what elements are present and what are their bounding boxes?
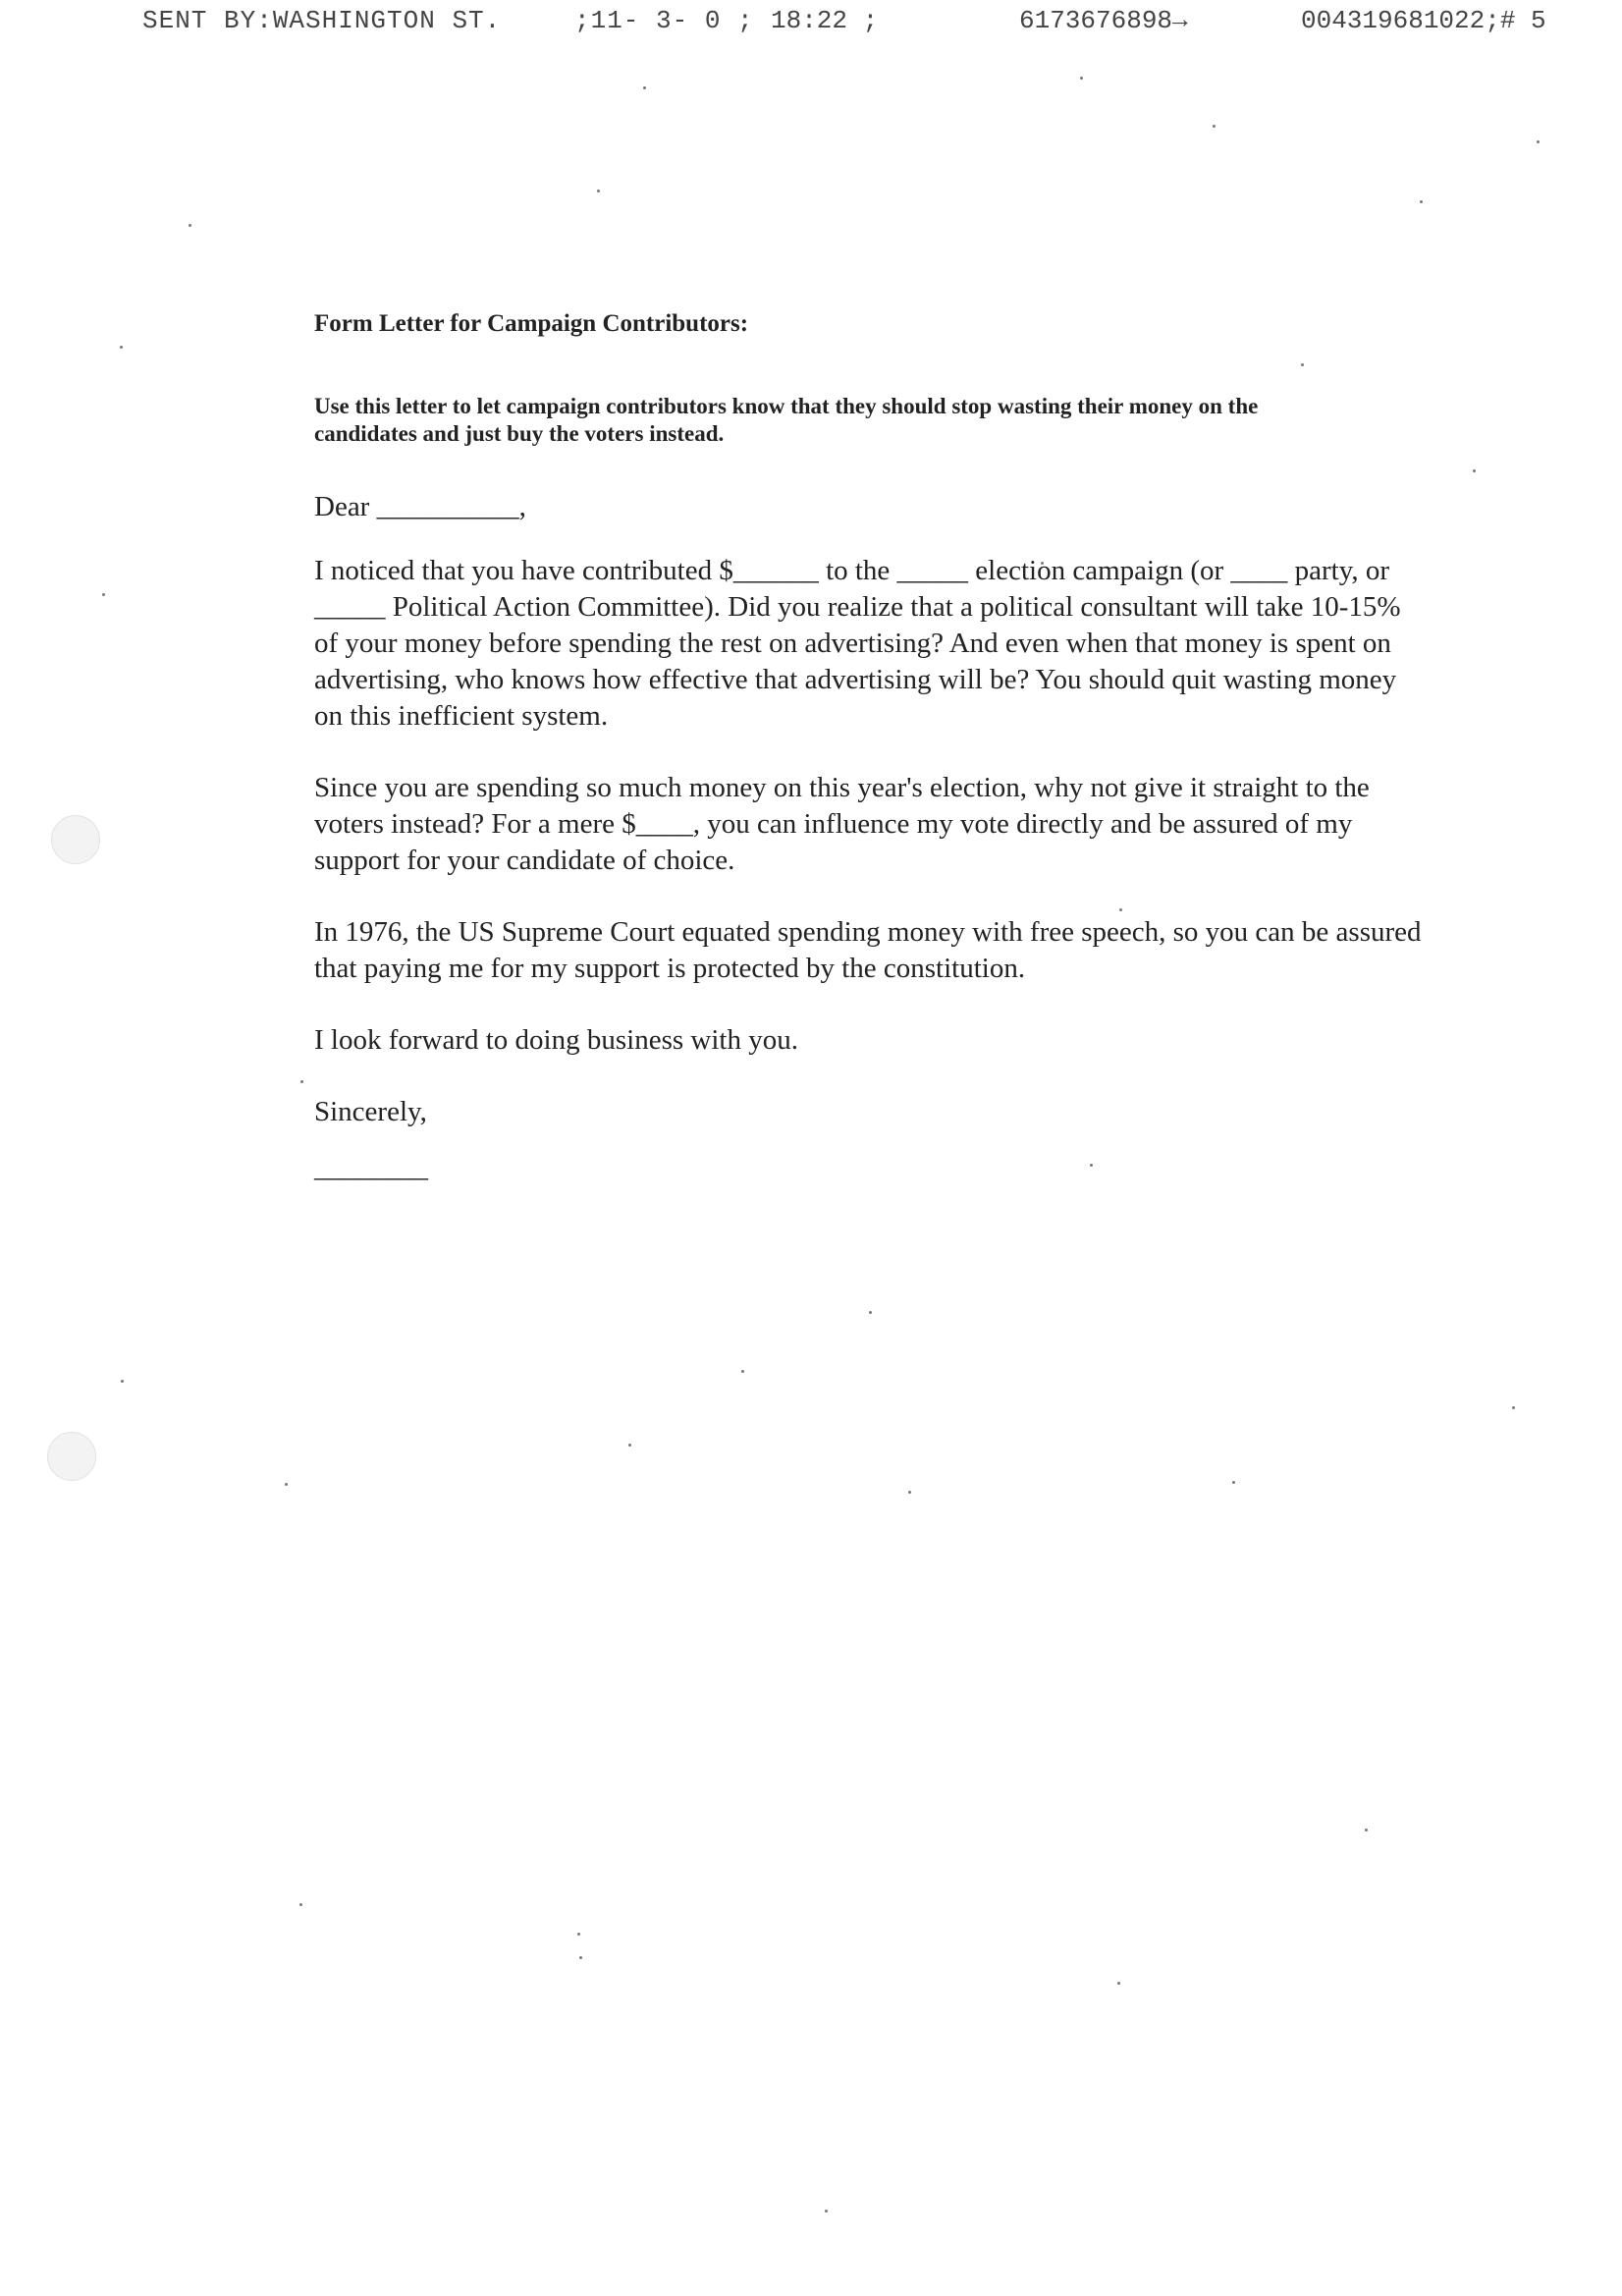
scan-speck [1080,77,1083,80]
letter-title: Form Letter for Campaign Contributors: [314,310,749,337]
paragraph-pay-voters: Since you are spending so much money on this year's election, why not give it straight to the voters instead? For a mere $____, you can influence my vote directly and be assured of my support for your candidate of choice. [314,772,1370,876]
scan-speck [120,346,123,349]
fax-time: 18:22 ; [771,6,879,35]
closing: Sincerely, [314,1096,427,1127]
signature-line: ________ [314,1152,428,1183]
scan-speck [102,593,105,596]
paragraph-supreme-court: In 1976, the US Supreme Court equated spending money with free speech, so you can be assured that paying me for my support is protected by the constitution. [314,916,1422,984]
scan-speck [300,1080,303,1083]
scan-speck [1213,125,1216,128]
scan-speck [1420,200,1423,203]
scan-speck [825,2210,828,2213]
scan-speck [189,224,191,227]
punch-hole [51,815,100,864]
scan-speck [1537,140,1540,143]
scan-speck [1232,1481,1235,1484]
salutation: Dear __________, [314,491,526,522]
scan-speck [628,1444,631,1447]
paragraph-contribution: I noticed that you have contributed $______ to the _____ election campaign (or ____ party, or _____ Political Action Committee). Did you realize that a political consultant will take 10-15% of your money before spending the rest on advertising? And even when that money is spent on advertising, who knows how effective that advertising will be? You should quit wasting money on this inefficient system. [314,555,1401,732]
fax-from-number: 6173676898→ [1019,6,1188,35]
letter-instructions: Use this letter to let campaign contributors know that they should stop wasting their money on the candidates and just buy the voters instead. [314,394,1259,446]
scan-speck [1512,1406,1515,1409]
scan-speck [577,1933,580,1936]
scan-speck [1473,469,1476,472]
punch-hole [47,1432,96,1481]
scan-speck [869,1311,872,1314]
scan-speck [121,1380,124,1383]
scan-speck [908,1491,911,1494]
fax-to-number-page: 004319681022;# 5 [1301,6,1546,35]
fax-sender: SENT BY:WASHINGTON ST. [142,6,502,35]
fax-date: ;11- 3- 0 ; [574,6,754,35]
scan-speck [579,1956,582,1959]
scan-speck [1365,1829,1368,1831]
letter-body [314,489,1433,1186]
scan-speck [285,1483,288,1486]
scan-speck [299,1903,302,1906]
fax-header [0,0,1622,39]
form-letter [314,310,1433,1186]
paragraph-business: I look forward to doing business with you. [314,1024,798,1056]
scan-speck [597,190,600,192]
scan-speck [1117,1982,1120,1985]
scan-speck [741,1370,744,1373]
scan-speck [643,86,646,89]
